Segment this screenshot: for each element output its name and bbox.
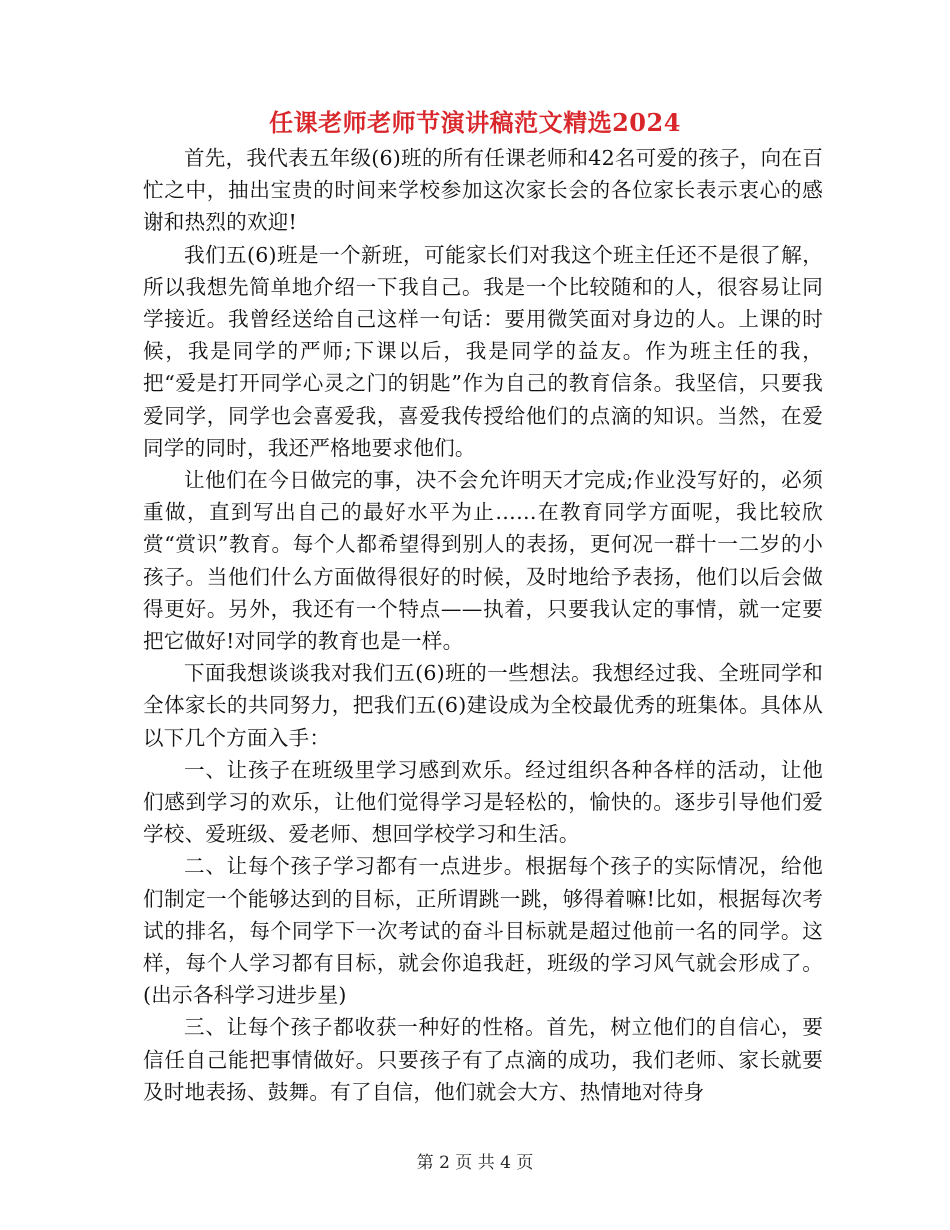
paragraph-7: 三、让每个孩子都收获一种好的性格。首先，树立他们的自信心，要信任自己能把事情做好。只要孩子有了点滴的成功，我们老师、家长就要及时地表扬、鼓舞。有了自信，他们就会大方、热情地对待身	[143, 1015, 823, 1104]
paragraph-3: 让他们在今日做完的事，决不会允许明天才完成;作业没写好的，必须重做，直到写出自己的最好水平为止……在教育同学方面呢，我比较欣赏“赏识”教育。每个人都希望得到别人的表扬，更何况一群十一二岁的小孩子。当他们什么方面做得很好的时候，及时地给予表扬，他们以后会做得更好。另外，我还有一个特点——执着，只要我认定的事情，就一定要把它做好!对同学的教育也是一样。	[143, 468, 823, 654]
paragraph-2: 我们五(6)班是一个新班，可能家长们对我这个班主任还不是很了解，所以我想先简单地介绍一下我自己。我是一个比较随和的人，很容易让同学接近。我曾经送给自己这样一句话：要用微笑面对身边的人。上课的时候，我是同学的严师;下课以后，我是同学的益友。作为班主任的我，把“爱是打开同学心灵之门的钥匙”作为自己的教育信条。我坚信，只要我爱同学，同学也会喜爱我，喜爱我传授给他们的点滴的知识。当然，在爱同学的同时，我还严格地要求他们。	[143, 242, 823, 460]
paragraph-1: 首先，我代表五年级(6)班的所有任课老师和42名可爱的孩子，向在百忙之中，抽出宝贵的时间来学校参加这次家长会的各位家长表示衷心的感谢和热烈的欢迎!	[143, 146, 823, 235]
paragraph-5: 一、让孩子在班级里学习感到欢乐。经过组织各种各样的活动，让他们感到学习的欢乐，让他们觉得学习是轻松的，愉快的。逐步引导他们爱学校、爱班级、爱老师、想回学校学习和生活。	[143, 757, 823, 847]
paragraph-4: 下面我想谈谈我对我们五(6)班的一些想法。我想经过我、全班同学和全体家长的共同努力，把我们五(6)建设成为全校最优秀的班集体。具体从以下几个方面入手：	[143, 661, 823, 750]
body-text	[143, 142, 823, 1108]
page-footer: 第 2 页 共 4 页	[416, 1153, 534, 1173]
paragraph-6: 二、让每个孩子学习都有一点进步。根据每个孩子的实际情况，给他们制定一个能够达到的目标，正所谓跳一跳，够得着嘛!比如，根据每次考试的排名，每个同学下一次考试的奋斗目标就是超过他前一名的同学。这样，每个人学习都有目标，就会你追我赶，班级的学习风气就会形成了。(出示各科学习进步星)	[143, 854, 823, 1008]
page-title: 任课老师老师节演讲稿范文精选2024	[269, 108, 681, 137]
